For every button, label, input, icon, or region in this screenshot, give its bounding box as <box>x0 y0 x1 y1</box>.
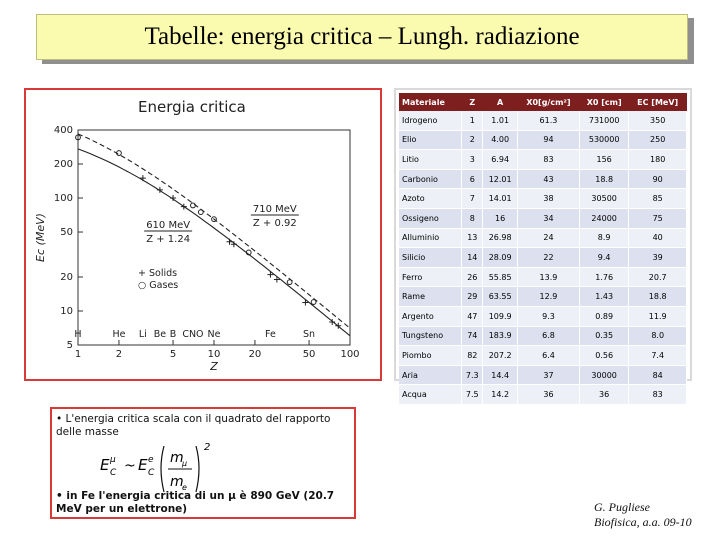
table-row <box>399 326 687 346</box>
table-cell: 55.85 <box>483 267 518 287</box>
table-cell: 22 <box>517 248 579 268</box>
table-cell: 6.8 <box>517 326 579 346</box>
table-header-cell: Z <box>462 93 483 111</box>
table-cell: 83 <box>517 150 579 170</box>
svg-text:~: ~ <box>124 458 136 474</box>
element-label: Be <box>153 329 167 340</box>
table-cell: 4.00 <box>483 130 518 150</box>
table-cell: 14.4 <box>483 365 518 385</box>
table-cell: 47 <box>462 306 483 326</box>
table-row <box>399 111 687 130</box>
table-cell: 9.3 <box>517 306 579 326</box>
legend-entry: ○ Gases <box>138 280 179 291</box>
element-label: B <box>169 329 177 340</box>
table-cell: Elio <box>399 130 462 150</box>
table-cell: 180 <box>629 150 687 170</box>
x-tick-label: 5 <box>169 349 177 360</box>
x-tick-label: 100 <box>340 349 360 360</box>
table-cell: 18.8 <box>629 287 687 307</box>
plot-frame <box>78 130 350 345</box>
table-cell: 0.56 <box>579 346 628 366</box>
table-cell: Alluminio <box>399 228 462 248</box>
table-row <box>399 208 687 228</box>
table-cell: 34 <box>517 208 579 228</box>
table-cell: Carbonio <box>399 169 462 189</box>
table-cell: 36 <box>579 385 628 405</box>
table-cell: 183.9 <box>483 326 518 346</box>
table-cell: 18.8 <box>579 169 628 189</box>
table-cell: 1 <box>462 111 483 130</box>
table-header-cell: X0 [cm] <box>579 93 628 111</box>
left-fit-annotation-numerator: 610 MeV <box>146 220 191 231</box>
table-cell: 156 <box>579 150 628 170</box>
x-tick-label: 50 <box>302 349 316 360</box>
table-row <box>399 150 687 170</box>
table-cell: 30000 <box>579 365 628 385</box>
gas-point <box>191 203 196 208</box>
left-fit-annotation-denominator: Z + 1.24 <box>146 234 191 245</box>
gas-point <box>198 210 203 215</box>
table-header-cell: X0[g/cm²] <box>517 93 579 111</box>
course-name: Biofisica, a.a. 09-10 <box>594 515 692 529</box>
table-cell: 11.9 <box>629 306 687 326</box>
table-cell: Azoto <box>399 189 462 209</box>
table-cell: Ossigeno <box>399 208 462 228</box>
note-bullet-1: • L'energia critica scala con il quadrato del rapporto delle masse <box>56 413 331 438</box>
table-cell: 38 <box>517 189 579 209</box>
svg-text:2: 2 <box>204 442 211 453</box>
table-cell: 83 <box>629 385 687 405</box>
table-cell: 3 <box>462 150 483 170</box>
table-cell: 61.3 <box>517 111 579 130</box>
table-cell: 2 <box>462 130 483 150</box>
table-row <box>399 267 687 287</box>
x-tick-label: 1 <box>74 349 82 360</box>
svg-text:e: e <box>148 455 154 465</box>
table-cell: 16 <box>483 208 518 228</box>
element-label: Fe <box>265 329 276 340</box>
critical-energy-chart-panel <box>24 88 382 381</box>
table-cell: 26.98 <box>483 228 518 248</box>
svg-text:E: E <box>100 456 110 474</box>
table-cell: 109.9 <box>483 306 518 326</box>
element-label: CNO <box>182 329 204 340</box>
table-cell: 63.55 <box>483 287 518 307</box>
table-cell: 250 <box>629 130 687 150</box>
y-tick-label: 400 <box>53 125 73 136</box>
table-cell: 7.3 <box>462 365 483 385</box>
table-cell: Aria <box>399 365 462 385</box>
solid-point <box>140 175 146 181</box>
x-tick-label: 2 <box>115 349 123 360</box>
x-tick-label: 10 <box>207 349 221 360</box>
table-row <box>399 228 687 248</box>
table-cell: 1.76 <box>579 267 628 287</box>
table-cell: 8.9 <box>579 228 628 248</box>
right-fit-annotation-numerator: 710 MeV <box>252 204 297 215</box>
right-fit-annotation-denominator: Z + 0.92 <box>252 218 297 229</box>
note-bullet-2: • in Fe l'energia critica di un μ è 890 GeV (20.7 MeV per un elettrone) <box>56 490 335 515</box>
table-cell: Litio <box>399 150 462 170</box>
table-cell: 530000 <box>579 130 628 150</box>
table-cell: 12.01 <box>483 169 518 189</box>
gas-point <box>311 300 316 305</box>
table-cell: 0.89 <box>579 306 628 326</box>
table-cell: 13.9 <box>517 267 579 287</box>
x-tick-label: 20 <box>248 349 262 360</box>
table-cell: 29 <box>462 287 483 307</box>
svg-text:E: E <box>138 456 148 474</box>
table-row <box>399 189 687 209</box>
table-cell: 82 <box>462 346 483 366</box>
table-cell: Rame <box>399 287 462 307</box>
svg-text:C: C <box>110 468 117 478</box>
table-cell: 8.0 <box>629 326 687 346</box>
chart-title: Energia critica <box>138 98 246 116</box>
table-cell: Silicio <box>399 248 462 268</box>
legend-entry: + Solids <box>138 268 178 279</box>
table-cell: 84 <box>629 365 687 385</box>
material-table-panel <box>394 88 692 400</box>
table-cell: 0.35 <box>579 326 628 346</box>
svg-text:m: m <box>170 474 184 490</box>
dashed-fit-curve <box>78 134 350 328</box>
table-cell: 14 <box>462 248 483 268</box>
svg-text:m: m <box>170 450 184 466</box>
author-name: G. Pugliese <box>594 500 650 514</box>
author-credit <box>594 500 692 530</box>
material-table <box>399 93 687 405</box>
table-cell: 36 <box>517 385 579 405</box>
table-cell: 24000 <box>579 208 628 228</box>
table-cell: 20.7 <box>629 267 687 287</box>
table-cell: 85 <box>629 189 687 209</box>
solid-point <box>302 299 308 305</box>
table-cell: Ferro <box>399 267 462 287</box>
table-cell: 14.2 <box>483 385 518 405</box>
solid-point <box>274 276 280 282</box>
table-row <box>399 306 687 326</box>
y-tick-label: 10 <box>60 305 73 317</box>
table-cell: 12.9 <box>517 287 579 307</box>
table-cell: 6.4 <box>517 346 579 366</box>
table-row <box>399 385 687 405</box>
element-label: Sn <box>303 329 316 340</box>
table-header-cell: A <box>483 93 518 111</box>
table-row <box>399 248 687 268</box>
table-row <box>399 130 687 150</box>
table-cell: Piombo <box>399 346 462 366</box>
slide-title: Tabelle: energia critica – Lungh. radiazione <box>36 14 688 60</box>
table-cell: Idrogeno <box>399 111 462 130</box>
svg-text:e: e <box>182 483 187 492</box>
table-cell: 6.94 <box>483 150 518 170</box>
svg-text:μ: μ <box>110 455 116 465</box>
table-cell: 14.01 <box>483 189 518 209</box>
table-cell: 39 <box>629 248 687 268</box>
table-row <box>399 169 687 189</box>
table-cell: 1.01 <box>483 111 518 130</box>
element-label: Li <box>138 329 147 340</box>
table-cell: 207.2 <box>483 346 518 366</box>
y-axis-label: Ec (MeV) <box>34 213 47 262</box>
table-cell: 75 <box>629 208 687 228</box>
table-cell: 90 <box>629 169 687 189</box>
y-tick-label: 50 <box>60 227 73 239</box>
table-row <box>399 287 687 307</box>
x-axis-label: Z <box>210 360 218 373</box>
element-label: He <box>112 329 126 340</box>
table-header-cell: EC [MeV] <box>629 93 687 111</box>
y-tick-label: 5 <box>66 340 73 351</box>
note-bullet-1-text: L'energia critica scala con il quadrato del rapporto delle masse <box>56 413 331 438</box>
y-tick-label: 200 <box>53 159 73 171</box>
table-cell: 8 <box>462 208 483 228</box>
table-cell: 28.09 <box>483 248 518 268</box>
table-cell: 7.5 <box>462 385 483 405</box>
table-body <box>399 111 687 404</box>
note-bullet-2-text: in Fe l'energia critica di un μ è 890 GeV (20.7 MeV per un elettrone) <box>56 490 335 515</box>
table-row <box>399 365 687 385</box>
table-cell: 7.4 <box>629 346 687 366</box>
table-cell: 30500 <box>579 189 628 209</box>
element-label: Ne <box>207 329 221 340</box>
table-cell: Argento <box>399 306 462 326</box>
table-cell: 7 <box>462 189 483 209</box>
gas-point <box>287 280 292 285</box>
table-cell: 74 <box>462 326 483 346</box>
y-tick-label: 20 <box>60 271 73 283</box>
solid-fit-curve <box>78 149 350 336</box>
table-header-cell: Materiale <box>399 93 462 111</box>
table-cell: 9.4 <box>579 248 628 268</box>
element-label: H <box>74 329 82 340</box>
svg-text:μ: μ <box>182 459 188 468</box>
table-cell: 731000 <box>579 111 628 130</box>
table-cell: 43 <box>517 169 579 189</box>
chart-marks <box>76 134 350 336</box>
table-cell: 37 <box>517 365 579 385</box>
chart-axes <box>34 125 360 373</box>
svg-text:C: C <box>148 468 155 478</box>
table-cell: 1.43 <box>579 287 628 307</box>
y-tick-label: 100 <box>53 193 73 205</box>
table-cell: 24 <box>517 228 579 248</box>
table-cell: 6 <box>462 169 483 189</box>
table-cell: Acqua <box>399 385 462 405</box>
table-cell: 94 <box>517 130 579 150</box>
table-cell: 350 <box>629 111 687 130</box>
table-cell: Tungsteno <box>399 326 462 346</box>
table-header-row <box>399 93 687 111</box>
critical-energy-chart <box>26 90 380 379</box>
table-cell: 26 <box>462 267 483 287</box>
table-row <box>399 346 687 366</box>
table-cell: 40 <box>629 228 687 248</box>
table-cell: 13 <box>462 228 483 248</box>
